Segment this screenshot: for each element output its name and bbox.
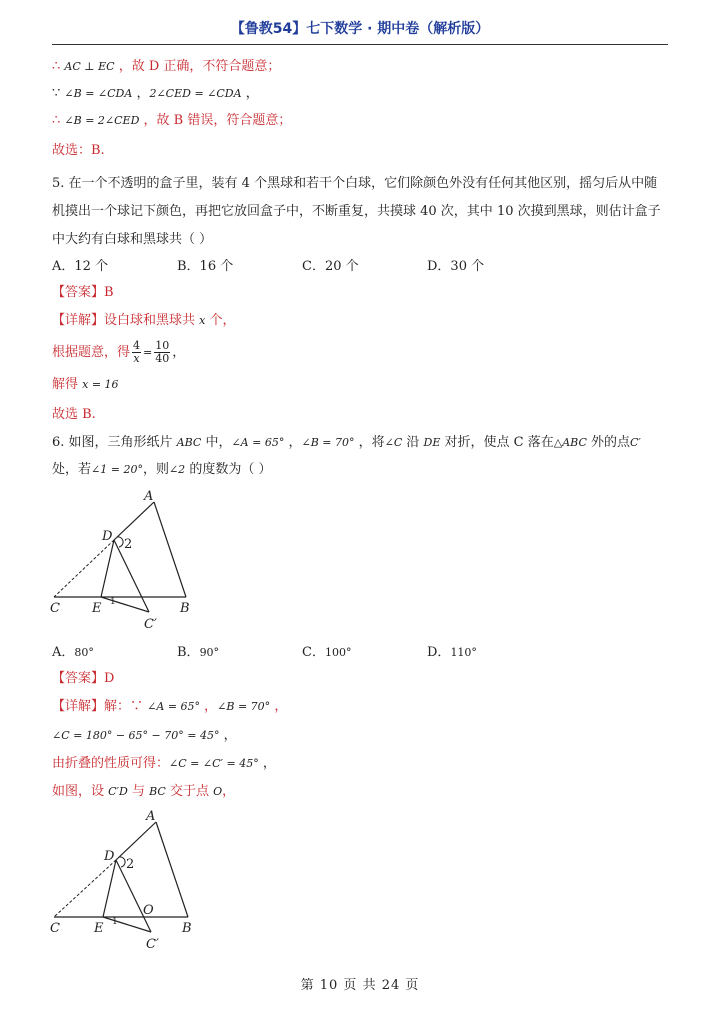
prev-line-1 xyxy=(52,58,280,76)
math-cprime-d: C′D xyxy=(108,785,128,798)
therefore-symbol: ∴ xyxy=(52,59,65,74)
stem-text: 中， xyxy=(201,435,232,450)
label-c: C xyxy=(50,921,60,936)
stem-text: 外的点 xyxy=(586,435,631,450)
label-c-prime: C′ xyxy=(144,617,157,632)
frac-den: x xyxy=(133,352,140,365)
sep: ， xyxy=(258,756,276,771)
option-value: 100° xyxy=(324,646,352,659)
math-bc: BC xyxy=(149,785,166,798)
math-angle-c-calc: ∠C = 180° − 65° − 70° = 45° xyxy=(52,729,220,742)
q5-solve-text: 解得 xyxy=(52,377,83,392)
math-fold: ∠C = ∠C′ = 45° xyxy=(169,757,259,770)
q5-eq-text: 根据题意，得 xyxy=(52,345,131,360)
q6-let-text: ， xyxy=(222,784,236,799)
option-value: 90° xyxy=(199,646,220,659)
sep: ， xyxy=(219,728,237,743)
label-2: 2 xyxy=(124,537,133,552)
math-b-2ced: ∠B = 2∠CED xyxy=(64,114,140,127)
stem-text: 6. 如图，三角形纸片 xyxy=(52,435,177,450)
q6-answer: 【答案】D xyxy=(52,671,115,686)
label-1: 1 xyxy=(112,917,118,927)
math-angle-b: ∠B = 70° xyxy=(217,700,271,713)
q5-var-x: x xyxy=(199,314,206,327)
q5-eq-end: ， xyxy=(172,345,186,360)
label-a: A xyxy=(146,809,156,824)
q5-solve-math: x = 16 xyxy=(82,378,119,391)
stem-text: 的度数为（ ） xyxy=(185,462,272,477)
math-2ced: 2∠CED = ∠CDA xyxy=(149,87,242,100)
math-c-prime: C′ xyxy=(630,436,641,449)
q6-options xyxy=(52,641,668,661)
math-angle-c: ∠C xyxy=(384,436,403,449)
math-abc: ABC xyxy=(176,436,202,449)
label-1: 1 xyxy=(110,597,116,607)
prev-conclusion: 故选：B. xyxy=(52,143,105,158)
q6-detail xyxy=(52,698,287,716)
q6-stem-line-2 xyxy=(52,461,271,479)
segment-ed xyxy=(103,860,116,917)
q6-stem-line-1 xyxy=(52,434,641,452)
page-header: 【鲁教54】七下数学 · 期中卷（解析版） xyxy=(230,21,490,37)
frac-num: 4 xyxy=(133,339,141,352)
therefore-symbol: ∴ xyxy=(52,113,65,128)
label-b: B xyxy=(180,601,190,616)
segment-ad xyxy=(116,822,156,860)
stem-text: 处，若 xyxy=(52,462,92,477)
frac-den: 40 xyxy=(155,352,170,365)
label-e: E xyxy=(94,921,104,936)
sep: ， xyxy=(270,699,288,714)
prev-line-1-text: ，故 D 正确，不符合题意； xyxy=(114,59,281,74)
q5-detail-end: 个， xyxy=(205,313,236,328)
page-footer: 第 10 页 共 24 页 xyxy=(300,978,420,993)
q5-conclusion: 故选 B. xyxy=(52,407,96,422)
q5-option-b[interactable]: B．16 个 xyxy=(177,259,234,274)
q6-fold-text: 由折叠的性质可得： xyxy=(52,756,170,771)
q5-detail-label: 【详解】 xyxy=(52,313,105,328)
option-letter: A． xyxy=(52,645,75,660)
segment-dc-dashed xyxy=(54,860,116,917)
frac-num: 10 xyxy=(155,339,170,352)
q5-detail xyxy=(52,312,236,330)
math-angle-b: ∠B = 70° xyxy=(301,436,355,449)
q6-detail-text: 解：∵ xyxy=(104,699,148,714)
q6-let xyxy=(52,783,235,801)
option-letter: B． xyxy=(177,645,200,660)
q6-let-text: 交于点 xyxy=(165,784,214,799)
q6-let-text: 与 xyxy=(127,784,150,799)
option-letter: D． xyxy=(427,645,451,660)
q5-solve xyxy=(52,376,119,394)
sep: ， xyxy=(241,86,259,101)
label-b: B xyxy=(182,921,192,936)
because-symbol: ∵ xyxy=(52,86,65,101)
label-c: C xyxy=(50,601,60,616)
math-angle-b-eq: ∠B = ∠CDA xyxy=(64,87,133,100)
q6-calc xyxy=(52,727,237,745)
option-value: 80° xyxy=(74,646,94,659)
segment-ed xyxy=(101,540,114,597)
angle-2-arc xyxy=(117,537,123,547)
option-letter: C． xyxy=(302,645,325,660)
math-angle-a: ∠A = 65° xyxy=(147,700,201,713)
math-triangle-abc: △ABC xyxy=(553,436,587,449)
segment-ba xyxy=(154,502,186,597)
q6-option-c[interactable] xyxy=(302,641,351,660)
label-c-prime: C′ xyxy=(146,937,159,952)
label-a: A xyxy=(144,489,154,504)
q6-fold xyxy=(52,755,276,773)
stem-text: ，将 xyxy=(354,435,385,450)
stem-text: 沿 xyxy=(402,435,424,450)
q5-fraction-2 xyxy=(154,340,170,365)
q6-option-b[interactable] xyxy=(177,641,219,660)
segment-ecprime xyxy=(103,917,151,932)
math-angle-1: ∠1 = 20° xyxy=(91,463,143,476)
sep: ， xyxy=(200,699,218,714)
q6-option-a[interactable] xyxy=(52,641,94,660)
label-d: D xyxy=(102,529,113,544)
q5-answer: 【答案】B xyxy=(52,285,114,300)
q5-fraction-1 xyxy=(132,340,141,365)
angle-2-arc xyxy=(119,857,125,867)
q5-option-c[interactable]: C．20 个 xyxy=(302,259,359,274)
sep: ， xyxy=(132,86,150,101)
header-rule xyxy=(52,44,668,45)
math-angle-2: ∠2 xyxy=(168,463,186,476)
segment-ecprime xyxy=(101,597,149,612)
q6-option-d[interactable] xyxy=(427,641,477,660)
triangle-figure-1 xyxy=(46,488,206,636)
label-d: D xyxy=(104,849,115,864)
segment-ba xyxy=(156,822,188,917)
stem-text: ，则 xyxy=(142,462,169,477)
math-de: DE xyxy=(423,436,441,449)
math-ac-perp-ec: AC ⊥ EC xyxy=(64,60,115,73)
segment-ad xyxy=(114,502,154,540)
triangle-figure-2 xyxy=(46,806,206,956)
stem-text: ， xyxy=(284,435,302,450)
label-e: E xyxy=(92,601,102,616)
prev-line-2 xyxy=(52,85,259,103)
prev-line-3 xyxy=(52,112,291,130)
math-angle-a: ∠A = 65° xyxy=(231,436,285,449)
segment-dc-dashed xyxy=(54,540,114,597)
stem-text: 对折，使点 C 落在 xyxy=(440,435,554,450)
q6-let-text: 如图，设 xyxy=(52,784,109,799)
option-value: 110° xyxy=(450,646,477,659)
q5-options xyxy=(52,255,668,275)
math-o: O xyxy=(213,785,223,798)
q5-eq-sign: = xyxy=(143,346,153,359)
label-o: O xyxy=(143,903,154,918)
q5-option-a[interactable]: A．12 个 xyxy=(52,259,109,274)
label-2: 2 xyxy=(126,857,135,872)
prev-line-3-text: ，故 B 错误，符合题意； xyxy=(139,113,292,128)
q5-stem: 5. 在一个不透明的盒子里，装有 4 个黑球和若干个白球，它们除颜色外没有任何其他区别，摇匀后从中随机摸出一个球记下颜色，再把它放回盒子中，不断重复，共摸球 40 次，其中 10 次摸到黑球，则估计盒子中大约有白球和黑球共（ ） xyxy=(52,176,661,247)
q5-option-d[interactable]: D．30 个 xyxy=(427,259,485,274)
q5-equation xyxy=(52,338,185,368)
q6-detail-label: 【详解】 xyxy=(52,699,105,714)
q5-detail-text: 设白球和黑球共 xyxy=(104,313,200,328)
